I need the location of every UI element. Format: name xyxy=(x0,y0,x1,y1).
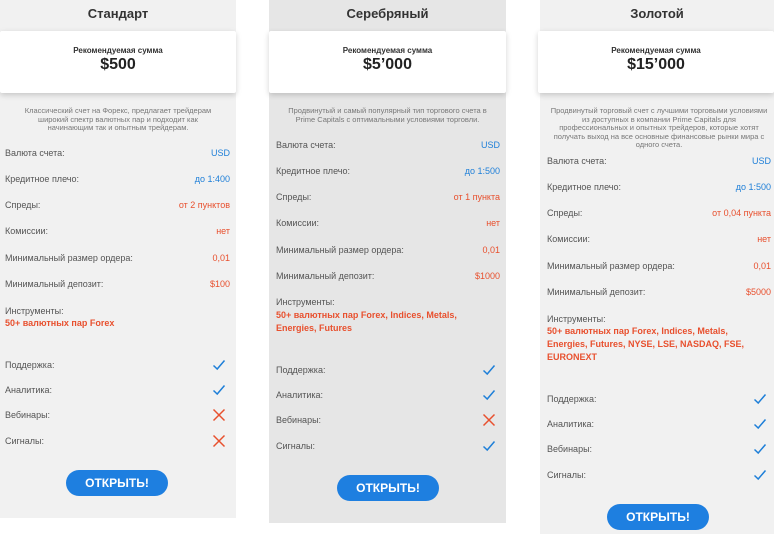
min-order-label: Минимальный размер ордера: xyxy=(547,261,675,271)
leverage-label: Кредитное плечо: xyxy=(5,174,79,184)
row-webinars xyxy=(276,414,500,426)
plan-card-silver xyxy=(269,0,506,523)
row-min-order xyxy=(547,260,771,272)
min-order-label: Минимальный размер ордера: xyxy=(276,245,404,255)
min-deposit-value: $5000 xyxy=(745,287,771,297)
check-icon xyxy=(753,417,767,431)
leverage-value: до 1:500 xyxy=(464,166,500,176)
support-label: Поддержка: xyxy=(5,360,55,370)
row-signals xyxy=(5,435,230,447)
min-order-value: 0,01 xyxy=(212,253,230,263)
instruments-label: Инструменты: xyxy=(547,314,606,324)
min-order-value: 0,01 xyxy=(753,261,771,271)
leverage-value: до 1:500 xyxy=(735,182,771,192)
plan-card-standard xyxy=(0,0,236,518)
analytics-label: Аналитика: xyxy=(547,419,595,429)
plan-description: Продвинутый и самый популярный тип торгового счета в Prime Capitals с оптимальными условиями торговли. xyxy=(288,106,487,124)
row-currency xyxy=(276,139,500,151)
instruments-value: 50+ валютных пар Forex, Indices, Metals, Energies, Futures, NYSE, LSE, NASDAQ, FSE, EURONEXT xyxy=(547,326,745,362)
instruments-value: 50+ валютных пар Forex xyxy=(5,318,115,328)
row-signals xyxy=(547,469,771,481)
leverage-value: до 1:400 xyxy=(194,174,230,184)
row-analytics xyxy=(276,389,500,401)
commissions-label: Комиссии: xyxy=(5,226,49,236)
currency-value: USD xyxy=(751,156,771,166)
row-commissions xyxy=(5,225,230,237)
check-icon xyxy=(753,392,767,406)
row-spreads xyxy=(276,191,500,203)
spreads-value: от 1 пункта xyxy=(453,192,500,202)
recommended-label: Рекомендуемая сумма xyxy=(342,46,433,55)
commissions-label: Комиссии: xyxy=(547,234,591,244)
open-account-button[interactable]: ОТКРЫТЬ! xyxy=(66,470,168,496)
check-icon xyxy=(212,358,226,372)
spreads-value: от 0,04 пункта xyxy=(712,208,771,218)
analytics-label: Аналитика: xyxy=(5,385,53,395)
min-deposit-label: Минимальный депозит: xyxy=(547,287,646,297)
open-account-button[interactable]: ОТКРЫТЬ! xyxy=(607,504,709,530)
price-box xyxy=(269,31,506,93)
webinars-label: Вебинары: xyxy=(547,444,593,454)
row-spreads xyxy=(547,207,771,219)
row-min-order xyxy=(5,252,230,264)
cross-icon xyxy=(212,434,226,448)
row-leverage xyxy=(276,165,500,177)
signals-label: Сигналы: xyxy=(547,470,587,480)
check-icon xyxy=(753,442,767,456)
instruments-label: Инструменты: xyxy=(276,297,335,307)
row-leverage xyxy=(5,173,230,185)
currency-label: Валюта счета: xyxy=(5,148,65,158)
plan-description: Классический счет на Форекс, предлагает трейдерам широкий спектр валютных пар и подходит как начинающим так и опытным трейдерам. xyxy=(24,106,212,132)
min-deposit-label: Минимальный депозит: xyxy=(5,279,104,289)
row-min-deposit xyxy=(5,278,230,290)
cross-icon xyxy=(212,408,226,422)
row-signals xyxy=(276,440,500,452)
plan-description: Продвинутый торговый счет с лучшими торговыми условиями из доступных в компании Prime Capitals для профессиональных и опытных трейдеров, которые хотят получать выход на все основные финансовые рынки мира с одного счета. xyxy=(550,106,768,149)
row-min-deposit xyxy=(276,270,500,282)
spreads-label: Спреды: xyxy=(276,192,312,202)
plan-card-gold xyxy=(540,0,774,534)
spreads-label: Спреды: xyxy=(547,208,583,218)
check-icon xyxy=(482,363,496,377)
check-icon xyxy=(212,383,226,397)
cross-icon xyxy=(482,413,496,427)
row-currency xyxy=(547,155,771,167)
min-order-value: 0,01 xyxy=(482,245,500,255)
signals-label: Сигналы: xyxy=(276,441,316,451)
commissions-value: нет xyxy=(486,218,500,228)
open-account-button[interactable]: ОТКРЫТЬ! xyxy=(337,475,439,501)
min-order-label: Минимальный размер ордера: xyxy=(5,253,133,263)
plan-title: Золотой xyxy=(630,6,684,21)
spreads-label: Спреды: xyxy=(5,200,41,210)
row-support xyxy=(276,364,500,376)
row-webinars xyxy=(547,443,771,455)
row-commissions xyxy=(547,233,771,245)
plan-title: Стандарт xyxy=(87,6,149,21)
price-value: $15’000 xyxy=(627,56,685,73)
support-label: Поддержка: xyxy=(276,365,326,375)
currency-value: USD xyxy=(480,140,500,150)
recommended-label: Рекомендуемая сумма xyxy=(611,46,701,55)
row-min-order xyxy=(276,244,500,256)
currency-label: Валюта счета: xyxy=(276,140,336,150)
analytics-label: Аналитика: xyxy=(276,390,324,400)
instruments-value: 50+ валютных пар Forex, Indices, Metals, Energies, Futures xyxy=(276,310,457,333)
min-deposit-label: Минимальный депозит: xyxy=(276,271,375,281)
row-commissions xyxy=(276,217,500,229)
commissions-label: Комиссии: xyxy=(276,218,320,228)
instruments-label: Инструменты: xyxy=(5,306,64,316)
signals-label: Сигналы: xyxy=(5,436,45,446)
support-label: Поддержка: xyxy=(547,394,597,404)
commissions-value: нет xyxy=(757,234,771,244)
spreads-value: от 2 пунктов xyxy=(178,200,230,210)
min-deposit-value: $1000 xyxy=(474,271,500,281)
price-value: $500 xyxy=(100,56,136,73)
currency-value: USD xyxy=(210,148,230,158)
price-box xyxy=(538,31,774,93)
commissions-value: нет xyxy=(216,226,230,236)
leverage-label: Кредитное плечо: xyxy=(547,182,621,192)
check-icon xyxy=(482,388,496,402)
row-webinars xyxy=(5,409,230,421)
price-box xyxy=(0,31,236,93)
row-support xyxy=(5,359,230,371)
webinars-label: Вебинары: xyxy=(276,415,322,425)
check-icon xyxy=(753,468,767,482)
row-min-deposit xyxy=(547,286,771,298)
leverage-label: Кредитное плечо: xyxy=(276,166,350,176)
price-value: $5’000 xyxy=(363,56,412,73)
webinars-label: Вебинары: xyxy=(5,410,51,420)
row-leverage xyxy=(547,181,771,193)
row-analytics xyxy=(547,418,771,430)
row-support xyxy=(547,393,771,405)
check-icon xyxy=(482,439,496,453)
row-currency xyxy=(5,147,230,159)
min-deposit-value: $100 xyxy=(209,279,230,289)
row-analytics xyxy=(5,384,230,396)
currency-label: Валюта счета: xyxy=(547,156,607,166)
row-spreads xyxy=(5,199,230,211)
plan-title: Серебряный xyxy=(346,6,429,21)
recommended-label: Рекомендуемая сумма xyxy=(73,46,163,55)
